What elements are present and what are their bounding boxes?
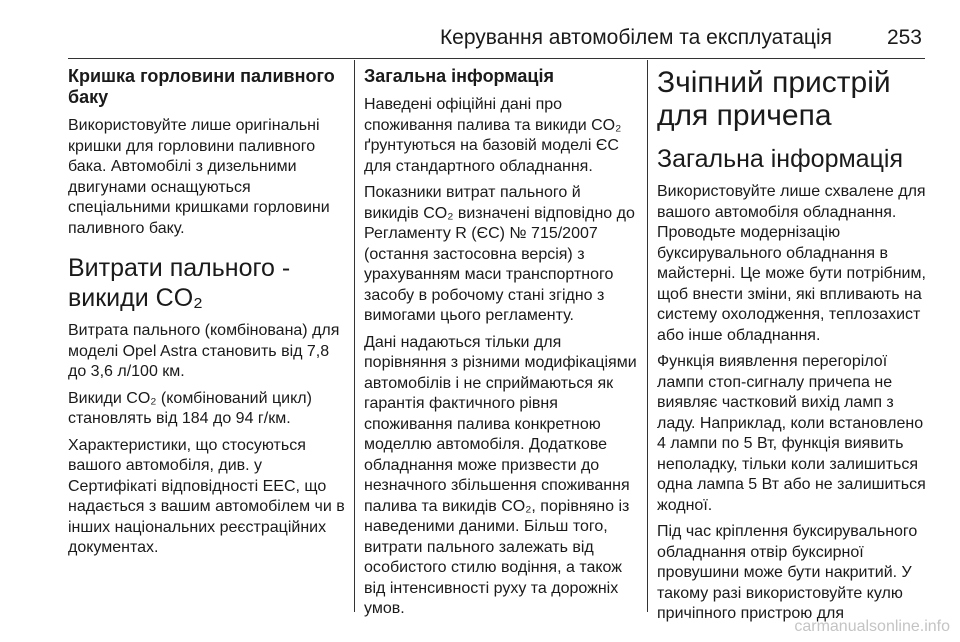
general-info-paragraph-1: Наведені офіційні дані про споживання палива та викиди CO₂ ґрунтуються на базовій моделі ЄС для стандартного обладнання. <box>364 96 622 175</box>
column-divider-2 <box>647 60 648 612</box>
watermark: carmanualsonline.info <box>794 618 950 635</box>
column-divider-1 <box>354 60 355 612</box>
towing-paragraph-1: Використовуйте лише схвалене для вашого автомобіля обладнання. Проводьте модернізацію буксирувального обладнання в майстерні. Це може бути потрібним, щоб внести зміни, які впливають на систему охолодження, теплозахист або інше обладнання. <box>657 183 926 344</box>
towing-device-heading: Зчіпний пристрій для причепа <box>657 66 891 132</box>
general-info-heading: Загальна інформація <box>364 66 554 86</box>
column-2 <box>364 66 638 626</box>
towing-paragraph-2: Функція виявлення перегорілої лампи стоп-сигналу причепа не виявляє частковий вихід ламп з ладу. Наприклад, коли встановлено 4 лампи по 5 Вт, функція виявить неполадку, тільки коли залишиться одна лампа 5 Вт або не залишиться жодної. <box>657 353 926 514</box>
general-info-paragraph-3: Дані надаються тільки для порівняння з різними модифікаціями автомобілів і не сприймаються як гарантія фактичного рівня споживання палива конкретною моделлю автомобіля. Додаткове обладнання може призвести до незначного збільшення споживання палива та викидів CO₂, порівняно із наведеними даними. Більш того, витрати пального залежать від особистого стилю водіння, а також від інтенсивності руху та дорожніх умов. <box>364 333 637 617</box>
column-1 <box>68 66 346 565</box>
running-header-title: Керування автомобілем та експлуатація <box>439 26 832 49</box>
fuel-cap-heading: Кришка горловини паливного баку <box>68 66 335 107</box>
page-number: 253 <box>886 26 922 49</box>
fuel-cap-paragraph: Використовуйте лише оригінальні кришки для горловини паливного бака. Автомобілі з дизельними двигунами оснащуються спеціальними кришками горловини паливного баку. <box>68 117 330 237</box>
column-3 <box>657 66 932 631</box>
towing-general-info-heading: Загальна інформація <box>657 145 903 173</box>
fuel-consumption-paragraph-2: Викиди CO₂ (комбінований цикл) становлять від 184 до 94 г/км. <box>68 389 312 427</box>
header-rule <box>68 58 925 59</box>
fuel-consumption-paragraph-3: Характеристики, що стосуються вашого автомобіля, див. у Сертифікаті відповідності ЕЕС, що надається з вашим автомобілем чи в інших національних реєстраційних документах. <box>68 436 345 556</box>
fuel-consumption-heading: Витрати пального - викиди CO₂ <box>68 254 291 312</box>
page-header <box>0 0 960 58</box>
general-info-paragraph-2: Показники витрат пального й викидів CO₂ визначені відповідно до Регламенту R (ЄС) № 715/2007 (остання застосовна версія) з урахуванням маси транспортного засобу в робочому стані згідно з вимогами цього регламенту. <box>364 184 635 324</box>
towing-paragraph-3: Під час кріплення буксирувального обладнання отвір буксирної провушини може бути накритий. У такому разі використовуйте кулю причіпного пристрою для <box>657 523 918 622</box>
fuel-consumption-paragraph-1: Витрата пального (комбінована) для моделі Opel Astra становить від 7,8 до 3,6 л/100 км. <box>68 322 340 380</box>
